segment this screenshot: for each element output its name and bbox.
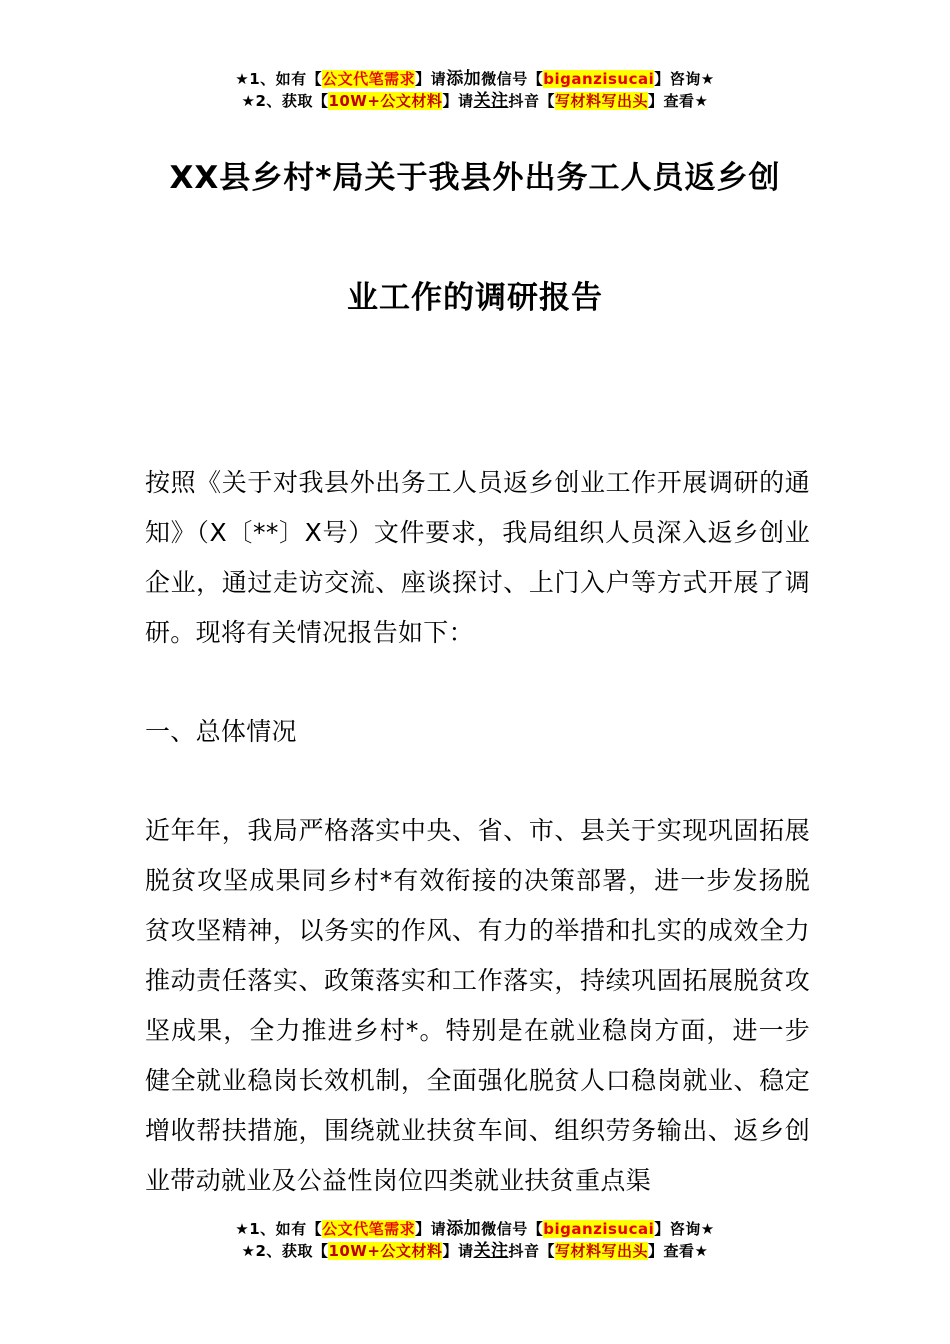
promo-highlight: 公文代笔需求: [322, 70, 416, 88]
document-title-line-1: XX县乡村*局关于我县外出务工人员返乡创: [169, 160, 781, 196]
section-heading: 一、总体情况: [145, 717, 297, 746]
promo-line-2: ★2、获取【10W+公文材料】请关注抖音【写材料写出头】查看★: [241, 1241, 709, 1261]
douyin-id-highlight: 写材料写出头: [554, 92, 648, 110]
promo-highlight: 10W+公文材料: [328, 92, 443, 110]
douyin-id-highlight: 写材料写出头: [554, 1242, 648, 1260]
promo-line-2: ★2、获取【10W+公文材料】请关注抖音【写材料写出头】查看★: [241, 91, 709, 111]
wechat-id-highlight: biganzisucai: [543, 70, 655, 88]
promo-line-1: ★1、如有【公文代笔需求】请添加微信号【biganzisucai】咨询★: [235, 69, 715, 89]
document-title-line-2: 业工作的调研报告: [347, 280, 603, 316]
promo-line-1: ★1、如有【公文代笔需求】请添加微信号【biganzisucai】咨询★: [235, 1219, 715, 1239]
wechat-id-highlight: biganzisucai: [543, 1220, 655, 1238]
promo-banner-bottom: [0, 1218, 950, 1262]
paragraph-intro: 按照《关于对我县外出务工人员返乡创业工作开展调研的通知》（X〔**〕X号）文件要求，我局组织人员深入返乡创业企业，通过走访交流、座谈探讨、上门入户等方式开展了调研。现将有关情况报告如下：: [145, 468, 810, 647]
promo-highlight: 10W+公文材料: [328, 1242, 443, 1260]
paragraph-overview: 近年年，我局严格落实中央、省、市、县关于实现巩固拓展脱贫攻坚成果同乡村*有效衔接的决策部署，进一步发扬脱贫攻坚精神，以务实的作风、有力的举措和扎实的成效全力推动责任落实、政策落实和工作落实，持续巩固拓展脱贫攻坚成果，全力推进乡村*。特别是在就业稳岗方面，进一步健全就业稳岗长效机制，全面强化脱贫人口稳岗就业、稳定增收帮扶措施，围绕就业扶贫车间、组织劳务输出、返乡创业带动就业及公益性岗位四类就业扶贫重点渠: [145, 816, 810, 1195]
promo-banner-top: [0, 68, 950, 112]
promo-highlight: 公文代笔需求: [322, 1220, 416, 1238]
